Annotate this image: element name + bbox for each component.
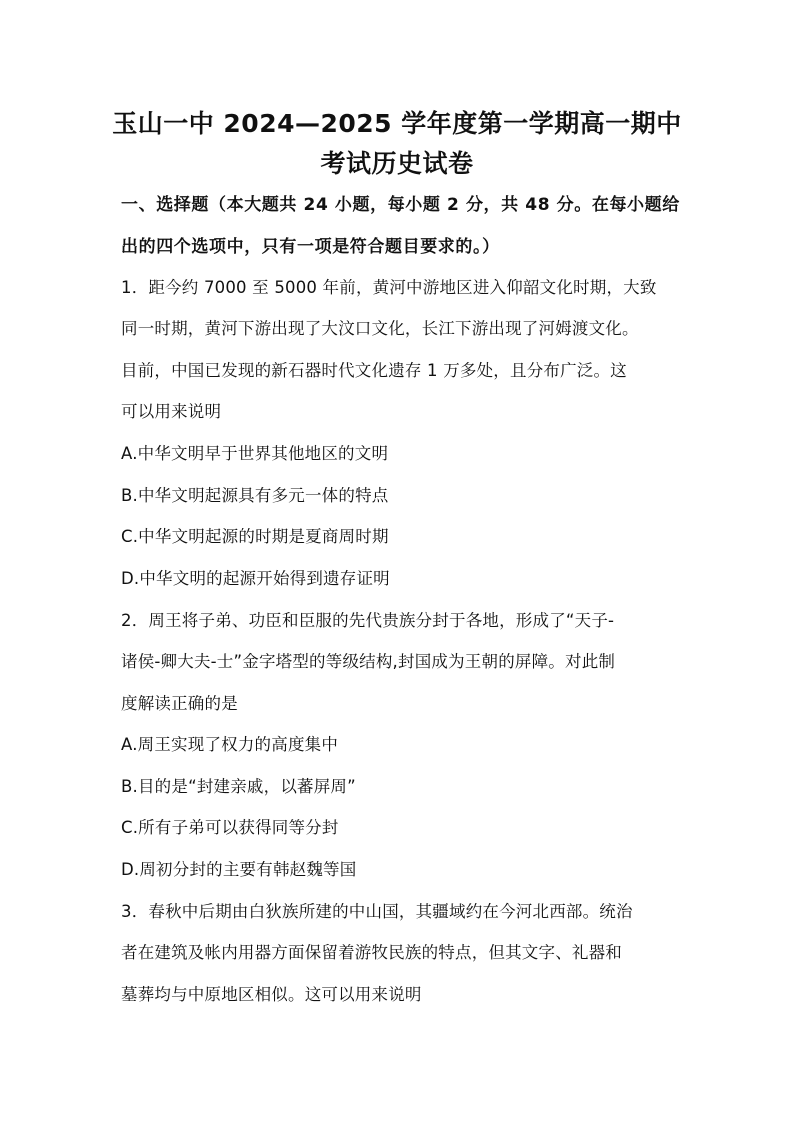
question-1-stem-line3: 目前，中国已发现的新石器时代文化遗存 1 万多处，且分布广泛。这 — [121, 361, 627, 380]
question-2-option-d: D.周初分封的主要有韩赵魏等国 — [121, 860, 357, 879]
question-3-stem-line2: 者在建筑及帐内用器方面保留着游牧民族的特点，但其文字、礼器和 — [121, 943, 622, 962]
question-2-option-c: C.所有子弟可以获得同等分封 — [121, 818, 339, 837]
section-heading-line1: 一、选择题（本大题共 24 小题，每小题 2 分，共 48 分。在每小题给 — [121, 195, 680, 215]
question-3-stem-line3: 墓葬均与中原地区相似。这可以用来说明 — [121, 985, 422, 1004]
question-2-stem-line2: 诸侯-卿大夫-士”金字塔型的等级结构,封国成为王朝的屏障。对此制 — [121, 652, 616, 671]
question-2-option-b: B.目的是“封建亲戚，以蕃屏周” — [121, 777, 356, 796]
question-1-option-a: A.中华文明早于世界其他地区的文明 — [121, 444, 389, 463]
question-1-option-d: D.中华文明的起源开始得到遗存证明 — [121, 569, 390, 588]
question-1-stem-line4: 可以用来说明 — [121, 402, 222, 421]
question-1-option-c: C.中华文明起源的时期是夏商周时期 — [121, 527, 389, 546]
exam-title-line1: 玉山一中 2024—2025 学年度第一学期高一期中 — [112, 109, 682, 138]
section-heading-line2: 出的四个选项中，只有一项是符合题目要求的。） — [121, 237, 500, 257]
question-2-stem-line1: 2．周王将子弟、功臣和臣服的先代贵族分封于各地，形成了“天子- — [121, 611, 615, 630]
exam-title-line2: 考试历史试卷 — [320, 149, 474, 178]
question-2-stem-line3: 度解读正确的是 — [121, 694, 238, 713]
question-1-option-b: B.中华文明起源具有多元一体的特点 — [121, 486, 389, 505]
question-1-stem-line2: 同一时期，黄河下游出现了大汶口文化，长江下游出现了河姆渡文化。 — [121, 319, 639, 338]
question-3-stem-line1: 3．春秋中后期由白狄族所建的中山国，其疆域约在今河北西部。统治 — [121, 902, 633, 921]
question-2-option-a: A.周王实现了权力的高度集中 — [121, 735, 339, 754]
question-1-stem-line1: 1．距今约 7000 至 5000 年前，黄河中游地区进入仰韶文化时期，大致 — [121, 278, 657, 297]
